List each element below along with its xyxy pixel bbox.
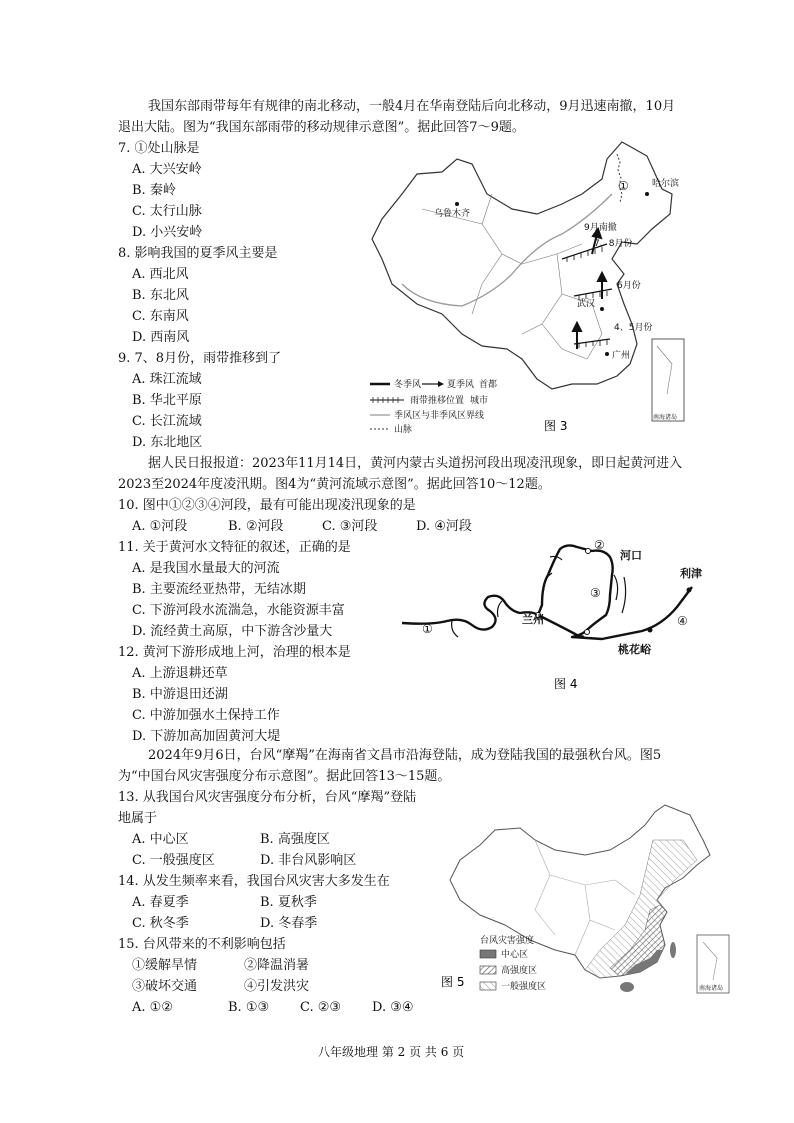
yellow-river-line xyxy=(402,545,692,639)
question-15-item-2: ②降温消暑 xyxy=(244,958,310,973)
svg-text:中心区: 中心区 xyxy=(501,950,529,960)
question-13-option-c[interactable]: C. 一般强度区 xyxy=(132,853,215,868)
question-15-option-a[interactable]: A. ①② xyxy=(132,1000,173,1015)
svg-text:夏季风: 夏季风 xyxy=(447,380,475,390)
question-12-stem: 12. 黄河下游形成地上河，治理的根本是 xyxy=(118,645,351,660)
svg-text:①: ① xyxy=(422,622,433,636)
question-12-option-a[interactable]: A. 上游退耕还草 xyxy=(132,666,228,681)
question-8-option-d[interactable]: D. 西南风 xyxy=(132,330,190,345)
hainan-island xyxy=(620,982,634,992)
svg-text:冬季风: 冬季风 xyxy=(394,380,422,390)
question-11-option-b[interactable]: B. 主要流经亚热带，无结冰期 xyxy=(132,582,306,597)
figure-3-caption: 图 3 xyxy=(544,419,568,433)
figure-4-yellow-river-map xyxy=(392,535,717,695)
question-15-item-3: ③破坏交通 xyxy=(132,979,198,994)
svg-text:河口: 河口 xyxy=(620,549,642,562)
label-urumqi: 乌鲁木齐 xyxy=(434,209,471,219)
question-10-stem: 10. 图中①②③④河段，最有可能出现凌汛现象的是 xyxy=(118,498,416,513)
figure-5-caption: 图 5 xyxy=(441,975,465,989)
svg-text:兰州: 兰州 xyxy=(522,613,544,626)
question-10-option-b[interactable]: B. ②河段 xyxy=(228,519,284,534)
svg-text:首都: 首都 xyxy=(479,380,498,390)
question-13-option-d[interactable]: D. 非台风影响区 xyxy=(260,853,357,868)
svg-text:台风灾害强度: 台风灾害强度 xyxy=(480,936,535,946)
question-15-stem: 15. 台风带来的不利影响包括 xyxy=(118,937,286,952)
question-10-option-d[interactable]: D. ④河段 xyxy=(416,519,472,534)
question-12-option-c[interactable]: C. 中游加强水土保持工作 xyxy=(132,708,280,723)
question-9-option-a[interactable]: A. 珠江流域 xyxy=(132,372,202,387)
figure-5-typhoon-map xyxy=(435,800,740,1000)
svg-text:南海诸岛: 南海诸岛 xyxy=(653,414,678,421)
question-14-option-b[interactable]: B. 夏秋季 xyxy=(260,895,317,910)
question-9-option-d[interactable]: D. 东北地区 xyxy=(132,435,203,450)
question-13-option-b[interactable]: B. 高强度区 xyxy=(260,832,330,847)
question-10-option-a[interactable]: A. ①河段 xyxy=(132,519,188,534)
svg-text:④: ④ xyxy=(677,614,688,628)
label-jul-aug: 7、8月份 xyxy=(594,239,633,249)
svg-text:南海诸岛: 南海诸岛 xyxy=(699,985,724,992)
question-11-stem: 11. 关于黄河水文特征的叙述，正确的是 xyxy=(118,540,351,555)
question-13-stem: 13. 从我国台风灾害强度分布分析，台风“摩羯”登陆 xyxy=(118,790,417,805)
mountain-range-1 xyxy=(617,154,622,202)
intro-paragraph-yellow-river: 据人民日报报道：2023年11月14日，黄河内蒙古头道拐河段出现凌汛现象，即日起黄河进入2023至2024年度凌汛期。图4为“黄河流域示意图”。据此回答10～12题。 xyxy=(118,456,683,492)
label-circle-1: ① xyxy=(618,179,629,193)
question-7-option-b[interactable]: B. 秦岭 xyxy=(132,183,176,198)
question-14-option-c[interactable]: C. 秋冬季 xyxy=(132,916,189,931)
question-14-option-a[interactable]: A. 春夏季 xyxy=(132,895,189,910)
svg-text:利津: 利津 xyxy=(680,567,702,580)
question-12-option-b[interactable]: B. 中游退田还湖 xyxy=(132,687,228,702)
question-7-option-d[interactable]: D. 小兴安岭 xyxy=(132,225,203,240)
label-harbin: 哈尔滨 xyxy=(652,179,680,189)
label-jun: 6月份 xyxy=(617,281,641,291)
label-apr-may: 4、5月份 xyxy=(614,323,653,333)
question-11-option-a[interactable]: A. 是我国水量最大的河流 xyxy=(132,561,280,576)
svg-text:②: ② xyxy=(594,538,605,552)
question-14-option-d[interactable]: D. 冬春季 xyxy=(260,916,318,931)
south-sea-inset xyxy=(652,339,684,421)
figure-3-legend xyxy=(370,378,497,434)
question-7-stem: 7. ①处山脉是 xyxy=(118,141,200,156)
question-8-stem: 8. 影响我国的夏季风主要是 xyxy=(118,246,278,261)
question-11-option-c[interactable]: C. 下游河段水流湍急，水能资源丰富 xyxy=(132,603,345,618)
question-9-stem: 9. 7、8月份，雨带推移到了 xyxy=(118,351,282,366)
svg-text:高强度区: 高强度区 xyxy=(501,966,538,976)
question-13-option-a[interactable]: A. 中心区 xyxy=(132,832,189,847)
label-wuhan: 武汉 xyxy=(577,299,596,309)
question-9-option-b[interactable]: B. 华北平原 xyxy=(132,393,202,408)
question-11-option-d[interactable]: D. 流经黄土高原，中下游含沙量大 xyxy=(132,624,333,639)
figure-4-caption: 图 4 xyxy=(554,677,578,691)
label-guangzhou: 广州 xyxy=(612,351,631,361)
svg-text:季风区与非季风区界线: 季风区与非季风区界线 xyxy=(394,411,485,421)
question-15-option-c[interactable]: C. ②③ xyxy=(300,1000,342,1015)
question-15-option-b[interactable]: B. ①③ xyxy=(228,1000,270,1015)
question-12-option-d[interactable]: D. 下游加高加固黄河大堤 xyxy=(132,729,281,744)
page-footer: 八年级地理 第 2 页 共 6 页 xyxy=(318,1045,465,1059)
question-9-option-c[interactable]: C. 长江流域 xyxy=(132,414,202,429)
intro-paragraph-typhoon: 2024年9月6日，台风“摩羯”在海南省文昌市沿海登陆，成为登陆我国的最强秋台风。图5为“中国台风灾害强度分布示意图”。据此回答13～15题。 xyxy=(118,748,662,784)
svg-text:雨带推移位置: 雨带推移位置 xyxy=(410,396,465,406)
svg-text:山脉: 山脉 xyxy=(394,425,413,434)
svg-text:城市: 城市 xyxy=(470,396,489,406)
intro-paragraph-rainbelt: 我国东部雨带每年有规律的南北移动，一般4月在华南登陆后向北移动，9月迅速南撤，10月退出大陆。图为“我国东部雨带的移动规律示意图”。据此回答7～9题。 xyxy=(118,99,676,135)
svg-text:③: ③ xyxy=(590,586,601,600)
svg-text:桃花峪: 桃花峪 xyxy=(618,643,651,656)
question-8-option-a[interactable]: A. 西北风 xyxy=(132,267,189,282)
figure-3-rainbelt-map xyxy=(362,134,687,434)
question-13-stem-cont: 地属于 xyxy=(118,811,158,826)
question-8-option-c[interactable]: C. 东南风 xyxy=(132,309,189,324)
question-7-option-c[interactable]: C. 太行山脉 xyxy=(132,204,202,219)
question-14-stem: 14. 从发生频率来看，我国台风灾害大多发生在 xyxy=(118,874,390,889)
question-8-option-b[interactable]: B. 东北风 xyxy=(132,288,189,303)
question-15-option-d[interactable]: D. ③④ xyxy=(372,1000,414,1015)
label-sep-retreat: 9月南撤 xyxy=(584,223,617,233)
question-15-item-4: ④引发洪灾 xyxy=(244,979,310,994)
svg-text:一般强度区: 一般强度区 xyxy=(501,982,547,992)
question-15-item-1: ①缓解旱情 xyxy=(132,958,198,973)
rainbelt-positions xyxy=(562,244,612,348)
question-10-option-c[interactable]: C. ③河段 xyxy=(322,519,378,534)
question-7-option-a[interactable]: A. 大兴安岭 xyxy=(132,162,202,177)
